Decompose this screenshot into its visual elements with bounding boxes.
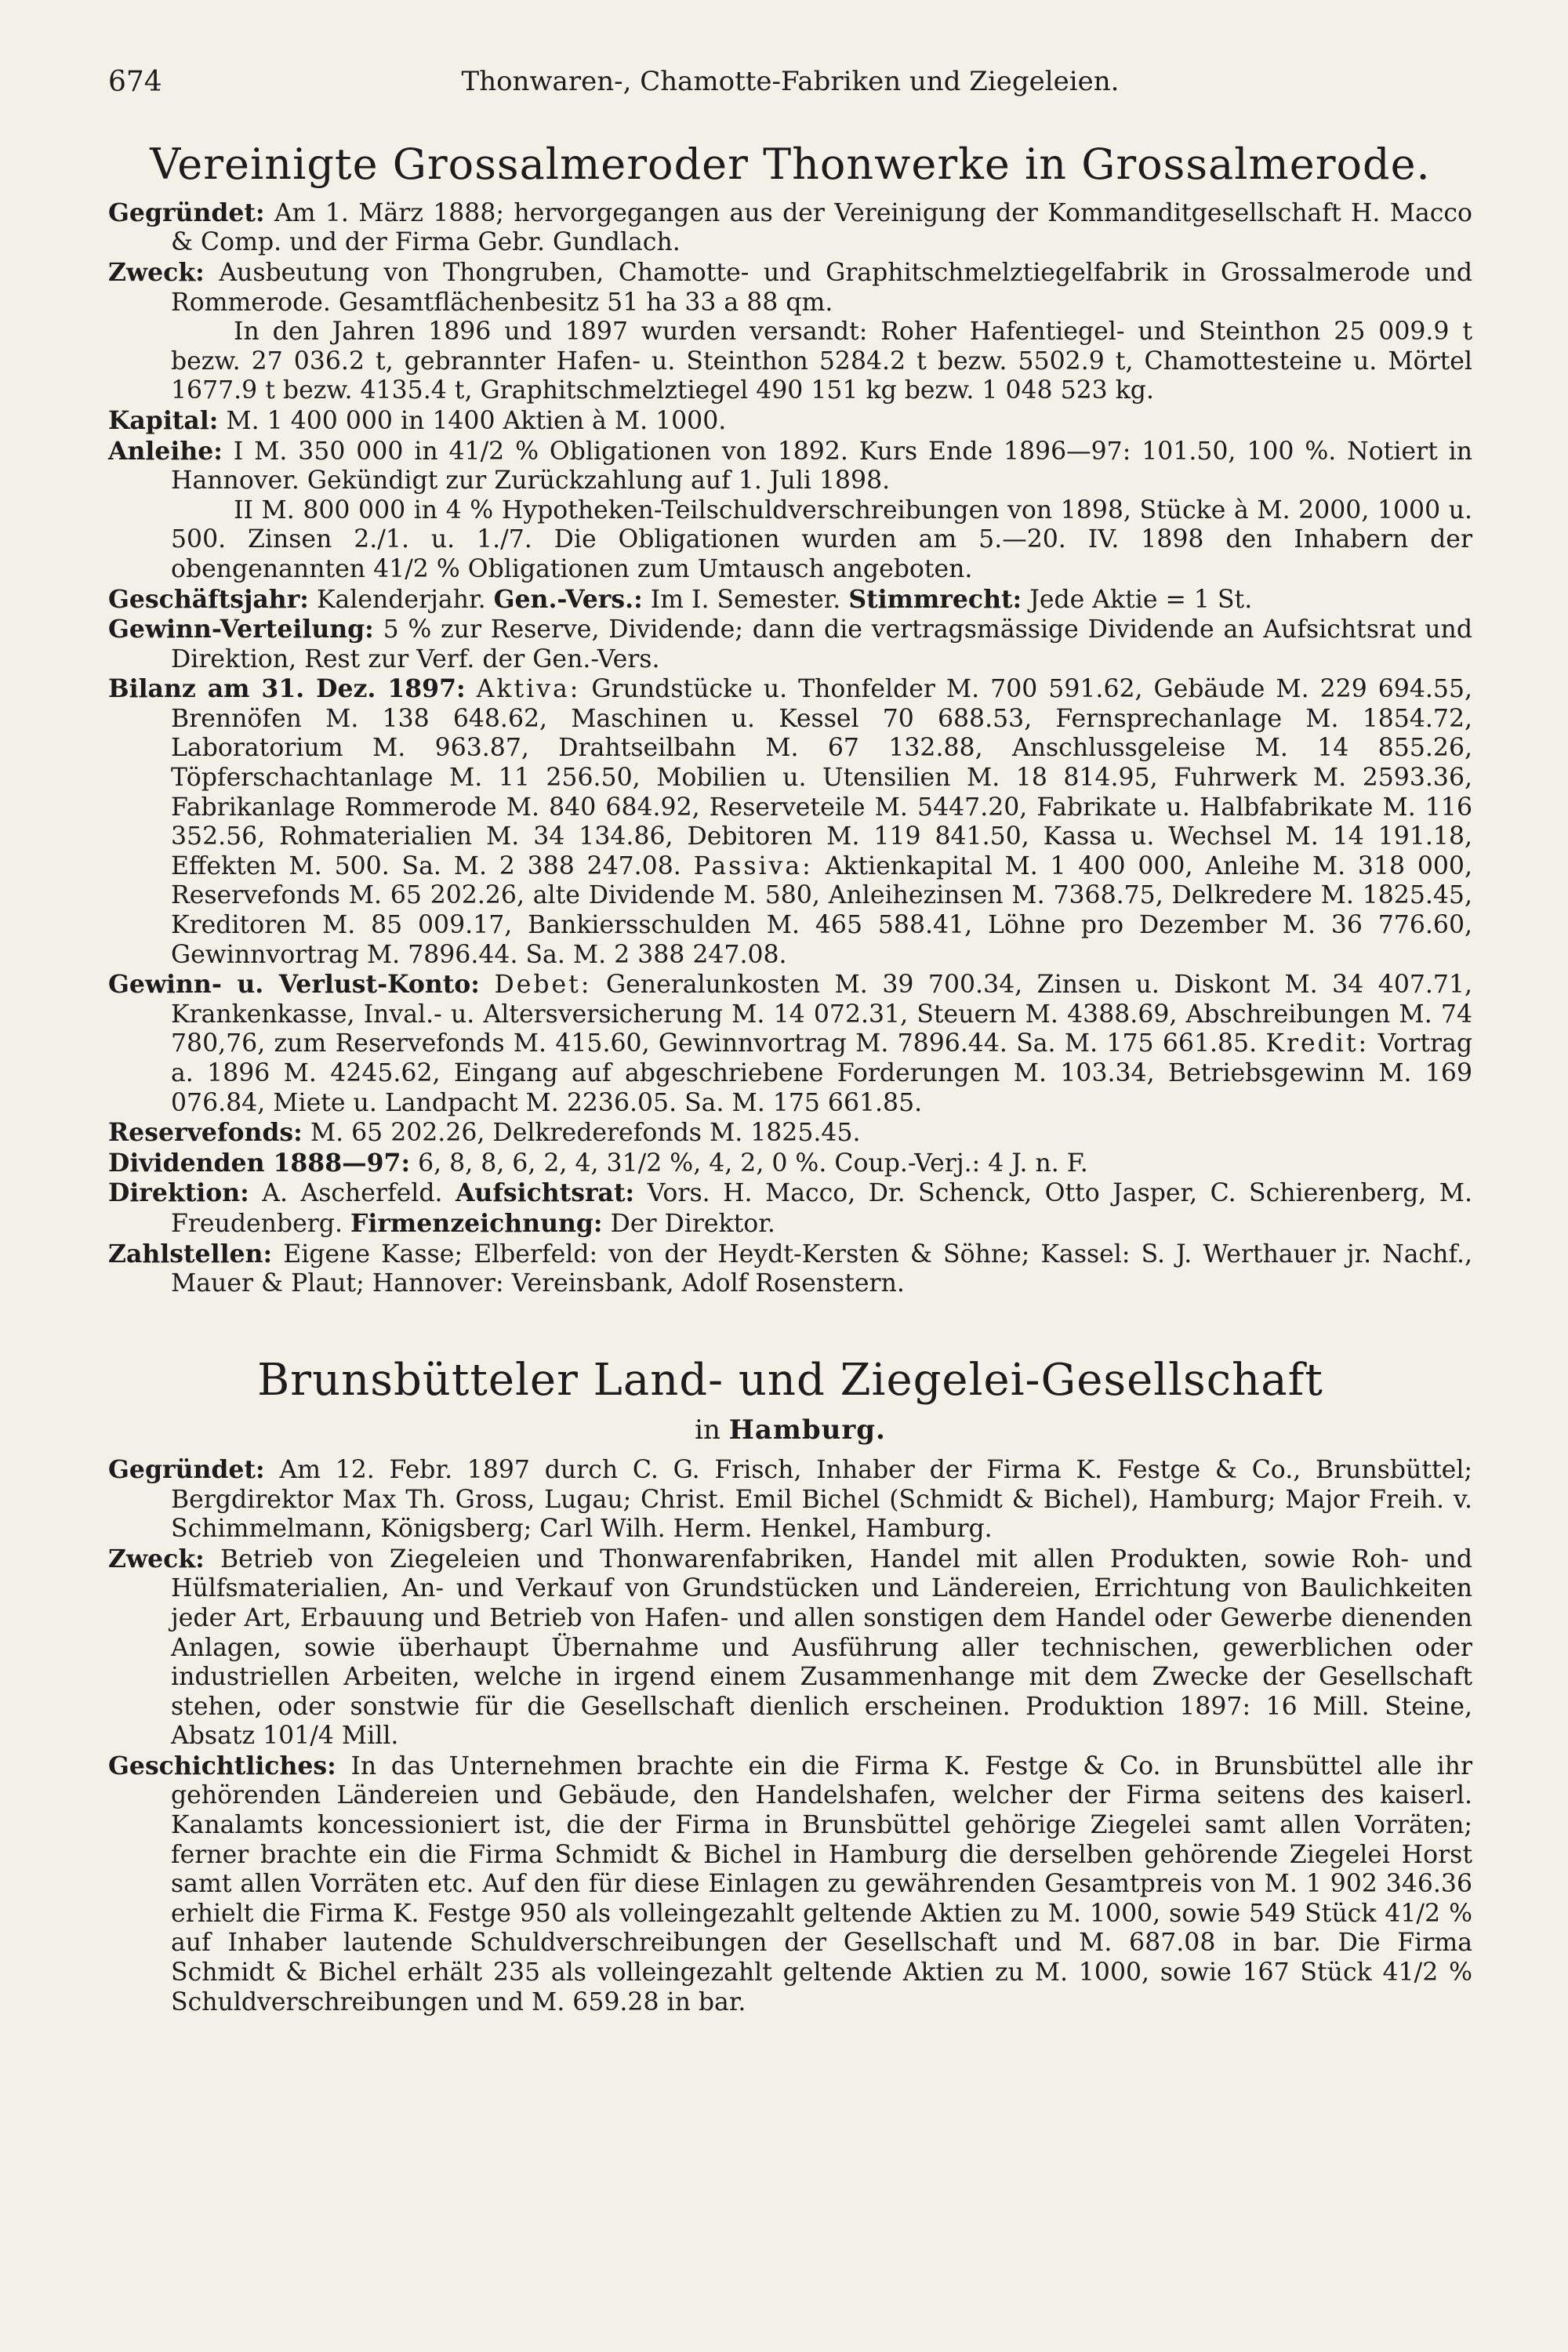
label: Zweck: bbox=[108, 1544, 205, 1573]
company1-geschaeftsjahr bbox=[108, 585, 1472, 615]
label: Reservefonds: bbox=[108, 1118, 303, 1148]
label: Geschichtliches: bbox=[108, 1751, 336, 1780]
value: In den Jahren 1896 und 1897 wurden versandt: Roher Hafentiegel- und Steinthon 25 009.9 t bezw. 27 036.2 t, gebrannter Hafen- u. Steinthon 5284.2 t bezw. 5502.9 t, Chamottesteine u. Mörtel 1677.9 t bezw. 4135.4 t, Graphitschmelztiegel 490 151 kg bezw. 1 048 523 kg. bbox=[171, 318, 1472, 405]
company1-gewinnverteilung bbox=[108, 615, 1472, 674]
value: Schuldverschreibungen und M. 659.28 in bar. bbox=[171, 1987, 746, 2016]
fraction: 1/2 % bbox=[389, 554, 460, 583]
label: Dividenden 1888—97: bbox=[108, 1148, 411, 1178]
label: Bilanz am 31. Dez. 1897: bbox=[108, 674, 466, 704]
value: Der Direktor. bbox=[610, 1209, 775, 1238]
subtitle-in: in bbox=[695, 1414, 720, 1446]
content bbox=[108, 140, 1472, 2017]
value: In das Unternehmen brachte ein die Firma K. Festge & Co. in Brunsbüttel alle ihr gehörenden Ländereien und Gebäude, den Handelshafen, welcher der Firma seitens des kaiserl. Kanalamts koncessioniert ist, die der Firma in Brunsbüttel gehörige Ziegelei samt allen Vorräten; ferner brachte ein die Firma Schmidt & Bichel in Hamburg die derselben gehörende Ziegelei Horst samt allen Vorräten etc. Auf den für diese Einlagen zu gewährenden Gesamtpreis von M. 1 902 346.36 erhielt die Firma K. Festge 950 als volleingezahlt geltende Aktien zu M. 1000, sowie 549 Stück 4 bbox=[171, 1751, 1473, 1928]
company1-zweck bbox=[108, 258, 1472, 318]
value: Generalunkosten M. 39 700.34, Zinsen u. Diskont M. 34 407.71, Krankenkasse, Inval.- u. Altersversicherung M. 14 072.31, Steuern M. 4388.69, Abschreibungen M. 74 780,76, zum Reservefonds M. 415.60, Gewinnvortrag M. 7896.44. Sa. M. 175 661.85. bbox=[171, 971, 1473, 1058]
fraction: 1/4 bbox=[294, 1722, 334, 1751]
label: Direktion: bbox=[108, 1178, 249, 1208]
label: Anleihe: bbox=[108, 436, 223, 466]
value: Mill. bbox=[333, 1722, 399, 1751]
label: Zweck: bbox=[108, 257, 205, 287]
value: M. 1 400 000 in 1400 Aktien à M. 1000. bbox=[226, 406, 727, 435]
label: Geschäftsjahr: bbox=[108, 584, 309, 614]
company1-gegruendet bbox=[108, 198, 1472, 258]
value: Obligationen von 1892. Kurs Ende 1896—97: 101.50, 100 %. Notiert in Hannover. Gekündigt zur Zurückzahlung auf 1. Juli 1898. bbox=[171, 437, 1472, 495]
label: Gen.-Vers.: bbox=[493, 584, 643, 614]
fraction: 1/2 % bbox=[1398, 1958, 1473, 1987]
value: Betrieb von Ziegeleien und Thonwarenfabriken, Handel mit allen Produkten, sowie Roh- und Hülfsmaterialien, An- und Verkauf von Grundstücken und Ländereien, Errichtung von Baulichkeiten jeder Art, Erbauung und Betrieb von Hafen- und allen sonstigen dem Handel oder Gewerbe dienenden Anlagen, sowie überhaupt Übernahme und Ausführung aller technischen, gewerblichen oder industriellen Arbeiten, welche in irgend einem Zusammenhange mit dem Zwecke der Gesellschaft stehen, oder sonstwie für die Gesellschaft dienlich erscheinen. Produktion 1897: 16 Mill. Steine, Absatz 10 bbox=[171, 1544, 1473, 1751]
company2-title: Brunsbütteler Land- und Ziegelei-Gesellschaft bbox=[257, 1354, 1323, 1406]
fraction: 1/2 % bbox=[1400, 1899, 1472, 1928]
label: Stimmrecht: bbox=[848, 584, 1022, 614]
label: Debet: bbox=[494, 971, 592, 1000]
value: 6, 8, 8, 6, 2, 4, 3 bbox=[418, 1149, 622, 1178]
value: M. 65 202.26, Delkrederefonds M. 1825.45. bbox=[310, 1119, 861, 1148]
label: Passiva: bbox=[693, 851, 813, 880]
company2-subtitle bbox=[108, 1414, 1472, 1446]
label: Gewinn- u. Verlust-Konto: bbox=[108, 970, 480, 1000]
fraction: 1/2 % bbox=[622, 1149, 694, 1178]
value: Aktienkapital M. 1 400 000, Anleihe M. 318 000, Reservefonds M. 65 202.26, alte Dividende M. 580, Anleihezinsen M. 7368.75, Delkredere M. 1825.45, Kreditoren M. 85 009.17, Bankiersschulden M. 465 588.41, Löhne pro Dezember M. 36 776.60, Gewinnvortrag M. 7896.44. Sa. M. 2 388 247.08. bbox=[171, 851, 1472, 969]
value: Grundstücke u. Thonfelder M. 700 591.62, Gebäude M. 229 694.55, Brennöfen M. 138 648.62, Maschinen u. Kessel 70 688.53, Fernsprechanlage M. 1854.72, Laboratorium M. 963.87, Drahtseilbahn M. 67 132.88, Anschlussgeleise M. 14 855.26, Töpferschachtanlage M. 11 256.50, Mobilien u. Utensilien M. 18 814.95, Fuhrwerk M. 2593.36, Fabrikanlage Rommerode M. 840 684.92, Reserveteile M. 5447.20, Fabrikate u. Halbfabrikate M. 116 352.56, Rohmaterialien M. 34 134.86, Debitoren M. 119 841.50, Kassa u. Wechsel M. 14 191.18, Effekten M. 500. Sa. M. 2 388 247.08. bbox=[171, 675, 1472, 880]
value: , 4, 2, 0 %. Coup.-Verj.: 4 J. n. F. bbox=[693, 1149, 1088, 1178]
value: Obligationen zum Umtausch angeboten. bbox=[459, 554, 973, 583]
value: Im I. Semester. bbox=[650, 585, 841, 614]
page-number: 674 bbox=[108, 66, 162, 98]
subtitle-city: Hamburg. bbox=[728, 1414, 886, 1446]
fraction: 1/2 % bbox=[464, 437, 539, 466]
company1-zahlstellen bbox=[108, 1240, 1472, 1299]
label: Firmenzeichnung: bbox=[350, 1208, 603, 1238]
company1-guv bbox=[108, 970, 1472, 1118]
value: auf Inhaber lautende Schuldverschreibungen der Gesellschaft und M. 687.08 in bar. Die Firma Schmidt & Bichel erhält 235 als volleingezahlt geltende Aktien zu M. 1000, sowie 167 Stück 4 bbox=[171, 1929, 1472, 1987]
value: Jede Aktie = 1 St. bbox=[1029, 585, 1253, 614]
running-title: Thonwaren-, Chamotte-Fabriken und Ziegeleien. bbox=[461, 66, 1120, 97]
company1-title: Vereinigte Grossalmeroder Thonwerke in Grossalmerode. bbox=[150, 140, 1431, 189]
label: Kapital: bbox=[108, 405, 219, 435]
company1-kapital bbox=[108, 406, 1472, 437]
label: Gegründet: bbox=[108, 198, 265, 227]
value: Eigene Kasse; Elberfeld: von der Heydt-Kersten & Söhne; Kassel: S. J. Werthauer jr. Nachf., Mauer & Plaut; Hannover: Vereinsbank, Adolf Rosenstern. bbox=[171, 1240, 1473, 1298]
company1-dividenden bbox=[108, 1149, 1472, 1179]
label: Zahlstellen: bbox=[108, 1239, 273, 1269]
label: Gegründet: bbox=[108, 1454, 265, 1484]
value: II M. 800 000 in 4 % Hypotheken-Teilschuldverschreibungen von 1898, Stücke à M. 2000, 1000 u. 500. Zinsen 2./1. u. 1./7. Die Obligationen wurden am 5.—20. IV. 1898 den Inhabern der obengenannten 4 bbox=[171, 495, 1472, 583]
company1-anleihe-2 bbox=[108, 496, 1472, 585]
value: I M. 350 000 in 4 bbox=[233, 437, 465, 466]
value: Vors. H. Macco, Dr. Schenck, Otto Jasper, C. Schierenberg, M. Freudenberg. bbox=[171, 1179, 1472, 1238]
company2-gegruendet bbox=[108, 1455, 1472, 1544]
value: Am 12. Febr. 1897 durch C. G. Frisch, Inhaber der Firma K. Festge & Co., Brunsbüttel; Bergdirektor Max Th. Gross, Lugau; Christ. Emil Bichel (Schmidt & Bichel), Hamburg; Major Freih. v. Schimmelmann, Königsberg; Carl Wilh. Herm. Henkel, Hamburg. bbox=[171, 1455, 1473, 1544]
company1-versandt bbox=[108, 318, 1472, 406]
value: Vortrag a. 1896 M. 4245.62, Eingang auf abgeschriebene Forderungen M. 103.34, Betriebsgewinn M. 169 076.84, Miete u. Landpacht M. 2236.05. Sa. M. 175 661.85. bbox=[171, 1029, 1473, 1117]
company2-geschichtliches bbox=[108, 1751, 1472, 2017]
company1-bilanz bbox=[108, 674, 1472, 970]
value: 5 % zur Reserve, Dividende; dann die vertragsmässige Dividende an Aufsichtsrat und Direktion, Rest zur Verf. der Gen.-Vers. bbox=[171, 615, 1472, 673]
company1-reservefonds bbox=[108, 1118, 1472, 1149]
label: Aktiva: bbox=[476, 675, 581, 704]
label: Aufsichtsrat: bbox=[455, 1178, 635, 1208]
label: Gewinn-Verteilung: bbox=[108, 615, 374, 644]
page-header bbox=[108, 66, 1472, 113]
company1-direktion bbox=[108, 1178, 1472, 1239]
value: Kalenderjahr. bbox=[316, 585, 486, 614]
company1-anleihe bbox=[108, 437, 1472, 496]
value: Am 1. März 1888; hervorgegangen aus der Vereinigung der Kommanditgesellschaft H. Macco & Comp. und der Firma Gebr. Gundlach. bbox=[171, 198, 1472, 257]
value: A. Ascherfeld. bbox=[262, 1179, 443, 1208]
label: Kredit: bbox=[1265, 1029, 1370, 1058]
value: Ausbeutung von Thongruben, Chamotte- und Graphitschmelztiegelfabrik in Grossalmerode und Rommerode. Gesamtflächenbesitz 51 ha 33 a 88 qm. bbox=[171, 258, 1473, 317]
company2-zweck bbox=[108, 1544, 1472, 1751]
